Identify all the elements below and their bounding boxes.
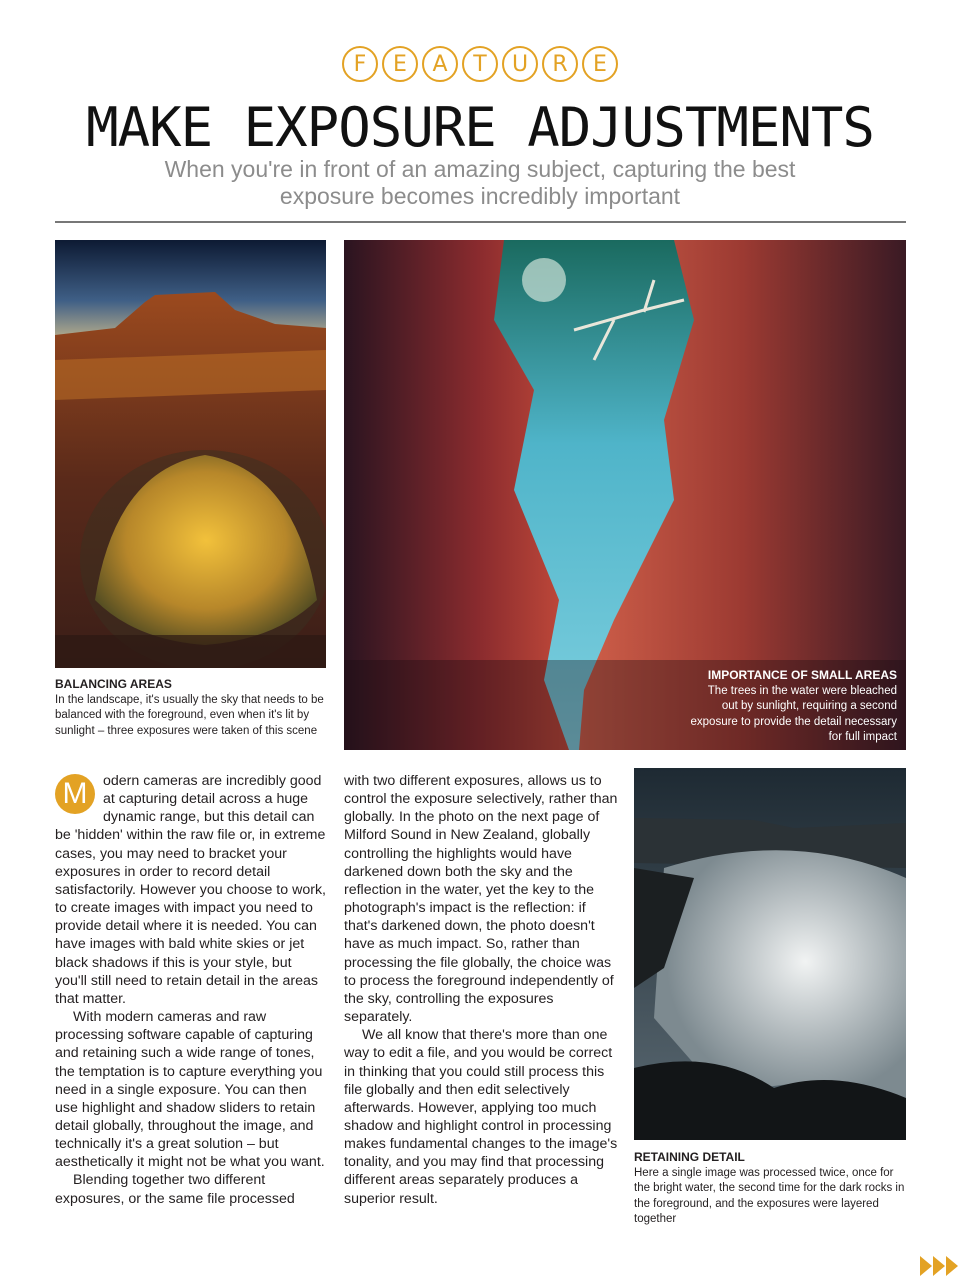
waterfall-photo <box>634 768 906 1140</box>
standfirst: When you're in front of an amazing subject, capturing the best exposure becomes incredibly important <box>164 156 796 209</box>
caption-heading: IMPORTANCE OF SMALL AREAS <box>707 668 897 682</box>
kicker-letter: R <box>542 46 578 82</box>
body-paragraph: With modern cameras and raw processing software capable of capturing and retaining such a wide range of tones, the temptation is to capture everything you need in a single exposure. You can then use highlight and shadow sliders to retain detail globally, throughout the image, and technically it's a great solution – but aesthetically it might not be what you want. <box>55 1009 325 1171</box>
caption-text: In the landscape, it's usually the sky that needs to be balanced with the foreground, even when it's lit by sunlight – three exposures were taken of this scene <box>55 693 324 737</box>
landscape-photo <box>55 240 326 668</box>
caption-heading: BALANCING AREAS <box>55 677 172 691</box>
drop-cap: M <box>55 774 95 814</box>
page-title: MAKE EXPOSURE ADJUSTMENTS <box>86 96 874 159</box>
body-column-1 <box>55 772 327 1208</box>
kicker-letter: T <box>462 46 498 82</box>
caption-retaining-detail <box>634 1150 906 1228</box>
caption-text: The trees in the water were bleached out by sunlight, requiring a second exposure to provide the detail necessary for full impact <box>690 684 897 743</box>
paragraph-text: odern cameras are incredibly good at capturing detail across a huge dynamic range, but this detail can be 'hidden' within the raw file or, in extreme cases, you may need to bracket your exposures in order to record detail satisfactorily. However you choose to work, to create images with impact you need to provide detail where it is needed. You can have images with bald white skies or jet black shadows if this is your style, but you'll still need to retain detail in the areas that matter. <box>55 773 326 1007</box>
kicker-letter: U <box>502 46 538 82</box>
body-paragraph: with two different exposures, allows us to control the exposure selectively, rather than globally. In the photo on the next page of Milford Sound in New Zealand, globally controlling the highlights would have darkened down both the sky and the reflection in the water, yet the key to the photograph's impact is the reflection: if that's darkened down, the photo doesn't have as much impact. So, rather than processing the file globally, the choice was to process the foreground independently of the sky, controlling the exposures separately. <box>344 773 618 1026</box>
body-paragraph <box>55 772 327 1008</box>
feature-kicker <box>0 46 960 82</box>
kicker-letter: F <box>342 46 378 82</box>
caption-heading: RETAINING DETAIL <box>634 1150 745 1164</box>
divider <box>55 221 906 223</box>
kicker-letter: E <box>382 46 418 82</box>
kicker-letter: E <box>582 46 618 82</box>
kicker-letter: A <box>422 46 458 82</box>
caption-balancing-areas <box>55 677 326 739</box>
body-column-2 <box>344 772 619 1208</box>
triple-chevron-right-icon <box>920 1254 960 1278</box>
body-paragraph: Blending together two different exposures, or the same file processed <box>55 1172 295 1207</box>
body-paragraph: We all know that there's more than one way to edit a file, and you would be correct in thinking that you could still process this file globally and then edit selectively afterwards. However, applying too much shadow and highlight control in processing makes fundamental changes to the image's tonality, and you may find that processing different areas separately produces a superior result. <box>344 1027 618 1207</box>
caption-text: Here a single image was processed twice, once for the bright water, the second time for the dark rocks in the foreground, and the exposures were layered together <box>634 1166 905 1225</box>
caption-small-areas <box>690 668 897 746</box>
